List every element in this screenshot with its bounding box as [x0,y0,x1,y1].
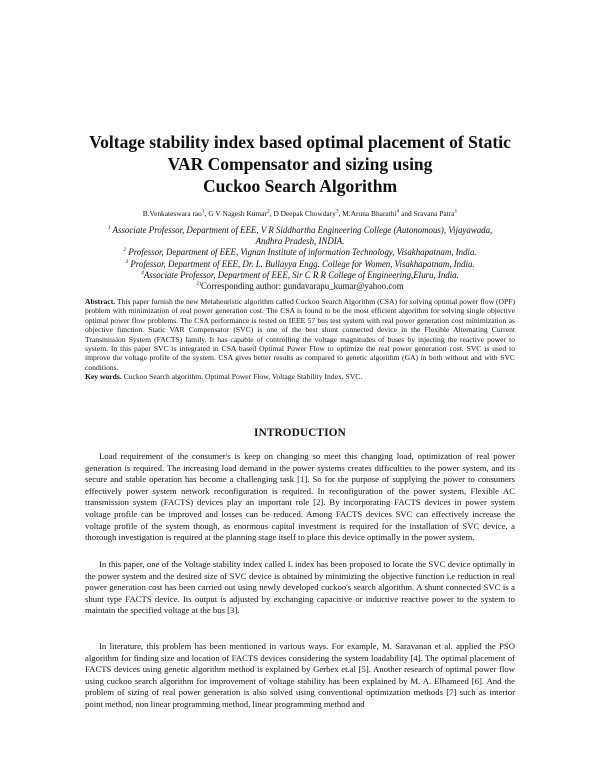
affiliation-text: Andhra Pradesh, INDIA. [255,236,345,247]
affiliation-text: Professor, Department of EEE, Vignan Institute of information Technology, Visakhapatnam, India. [128,247,477,258]
author-list [60,209,540,219]
affiliation-sup: 2 [123,247,127,254]
keywords-text: Cuckoo Search algorithm, Optimal Power Flow, Voltage Stability Index, SVC. [123,372,363,382]
author-name: D Deepak Chowdary [273,209,336,218]
author-sup: 1 [454,208,458,215]
affiliation-line [40,259,560,270]
affiliation-line [40,225,560,236]
corresponding-text: Corresponding author: gundavarapu_kumar@yahoo.com [200,281,404,292]
paper-title [60,131,540,197]
affiliation-sup: 4 [141,269,144,276]
affiliation-line [40,270,560,281]
author-separator: , [204,209,209,218]
author-separator: and [399,209,414,218]
author-separator: , [269,209,274,218]
affiliation-text: Associate Professor, Department of EEE, Sir C R R College of Engineering,Eluru, India. [143,269,459,280]
keywords [85,372,515,381]
affiliations [40,225,560,292]
body-paragraph: Load requirement of the consumer's is keep on changing so meet this changing load, optimization of real power generation is required. The increasing load demand in the power systems creates difficulties to the power system, and its secure and stable operation has become a challenging task [1]. So for the purpose of supplying the power to consumers effectively power system network reconfiguration is required. In reconfiguration of the power system, Flexible AC transmission system (FACTS) devices play an important role [2]. By incorporating FACTS devices in power system voltage profile can be improved and losses can be reduced. Among FACTS devices SVC can effectively increase the voltage profile of the system though, as enormous capital investment is required for the installation of SVC device, a thorough investigation is required at the planning stage itself to place this device optimally in the power system. [85,451,515,543]
author-name: Sravana Patra [413,209,455,218]
affiliation-text: Associate Professor, Department of EEE, V R Siddhartha Engineering College (Autonomous), Vijayawada, [112,225,493,235]
abstract [85,297,515,382]
corresponding-author [40,281,560,292]
author-sup: 4 [396,208,400,215]
affiliation-line [40,236,560,247]
body-paragraph: In literature, this problem has been mentioned in various ways. For example, M. Saravanan et al. applied the PSO algorithm for finding size and location of FACTS devices considering the system loadability [4]. The optimal placement of FACTS devices using genetic algorithm method is explained by Gerbex et.al [5]. Another research of optimal power flow using cuckoo search algorithm for improvement of voltage stability has been explained by M. A. Elhameed [6]. And the problem of sizing of real power generation is also solved using conventional optimization methods [7] such as interior point method, non linear programming method, linear programming method and [85,641,515,709]
affiliation-sup: 3 [125,258,129,265]
abstract-label: Abstract. [85,297,116,306]
keywords-label: Key words. [85,372,122,382]
affiliation-text: Professor, Department of EEE, Dr. L. Bullayya Engg. College for Women, Visakhapatnam, India. [130,258,475,269]
author-name: M.Aruna Bharathi [342,209,397,218]
author-sup: 2 [266,208,270,215]
abstract-text: This paper furnish the new Metaheuristic algorithm called Cuckoo Search Algorithm (CSA) for solving optimal power flow (OPF) problem with minimization of real power generation cost. The CSA is found to be the most efficient algorithm for solving single objective optimal power flow problems. The CSA performance is tested on IEEE 57 bus test system with real power generation cost minimization as objective function. Static VAR Compensator (SVC) is one of the best shunt connected device in the Flexible Alternating Current Transmission System (FACTS) family. It has capable of controlling the voltage magnitudes of buses by injecting the reactive power to system. In this paper SVC is integrated in CSA based Optimal Power Flow to optimize the real power generation cost. SVC is used to improve the voltage profile of the system. CSA gives better results as compared to genetic algorithm (GA) in both without and with SVC conditions. [85,297,516,372]
body-paragraph: In this paper, one of the Voltage stability index called L index has been proposed to locate the SVC device optimally in the power system and the desired size of SVC device is obtained by minimizing the objective function i.e reduction in real power generation cost has been carried out using newly developed cuckoo's search algorithm. A shunt connected SVC is a shunt type FACTS device. Its output is adjusted by exchanging capacitive or inductive reactive power to the system to maintain the specified voltage at the bus [3]. [85,559,515,616]
affiliation-sup: 1 [107,225,111,232]
title-line: Cuckoo Search Algorithm [202,176,398,196]
title-line: Voltage stability index based optimal placement of Static [89,132,511,152]
author-name: B.Venkateswara rao [142,209,202,218]
author-name: G V Nagesh Kumar [208,209,267,218]
corresponding-sup: 2) [196,281,201,288]
section-heading-introduction: INTRODUCTION [254,427,346,439]
author-sup: 3 [335,208,339,215]
author-sup: 1 [201,208,205,215]
affiliation-line [40,247,560,258]
author-separator: , [338,209,343,218]
title-line: VAR Compensator and sizing using [167,154,433,174]
abstract-body [85,297,515,372]
